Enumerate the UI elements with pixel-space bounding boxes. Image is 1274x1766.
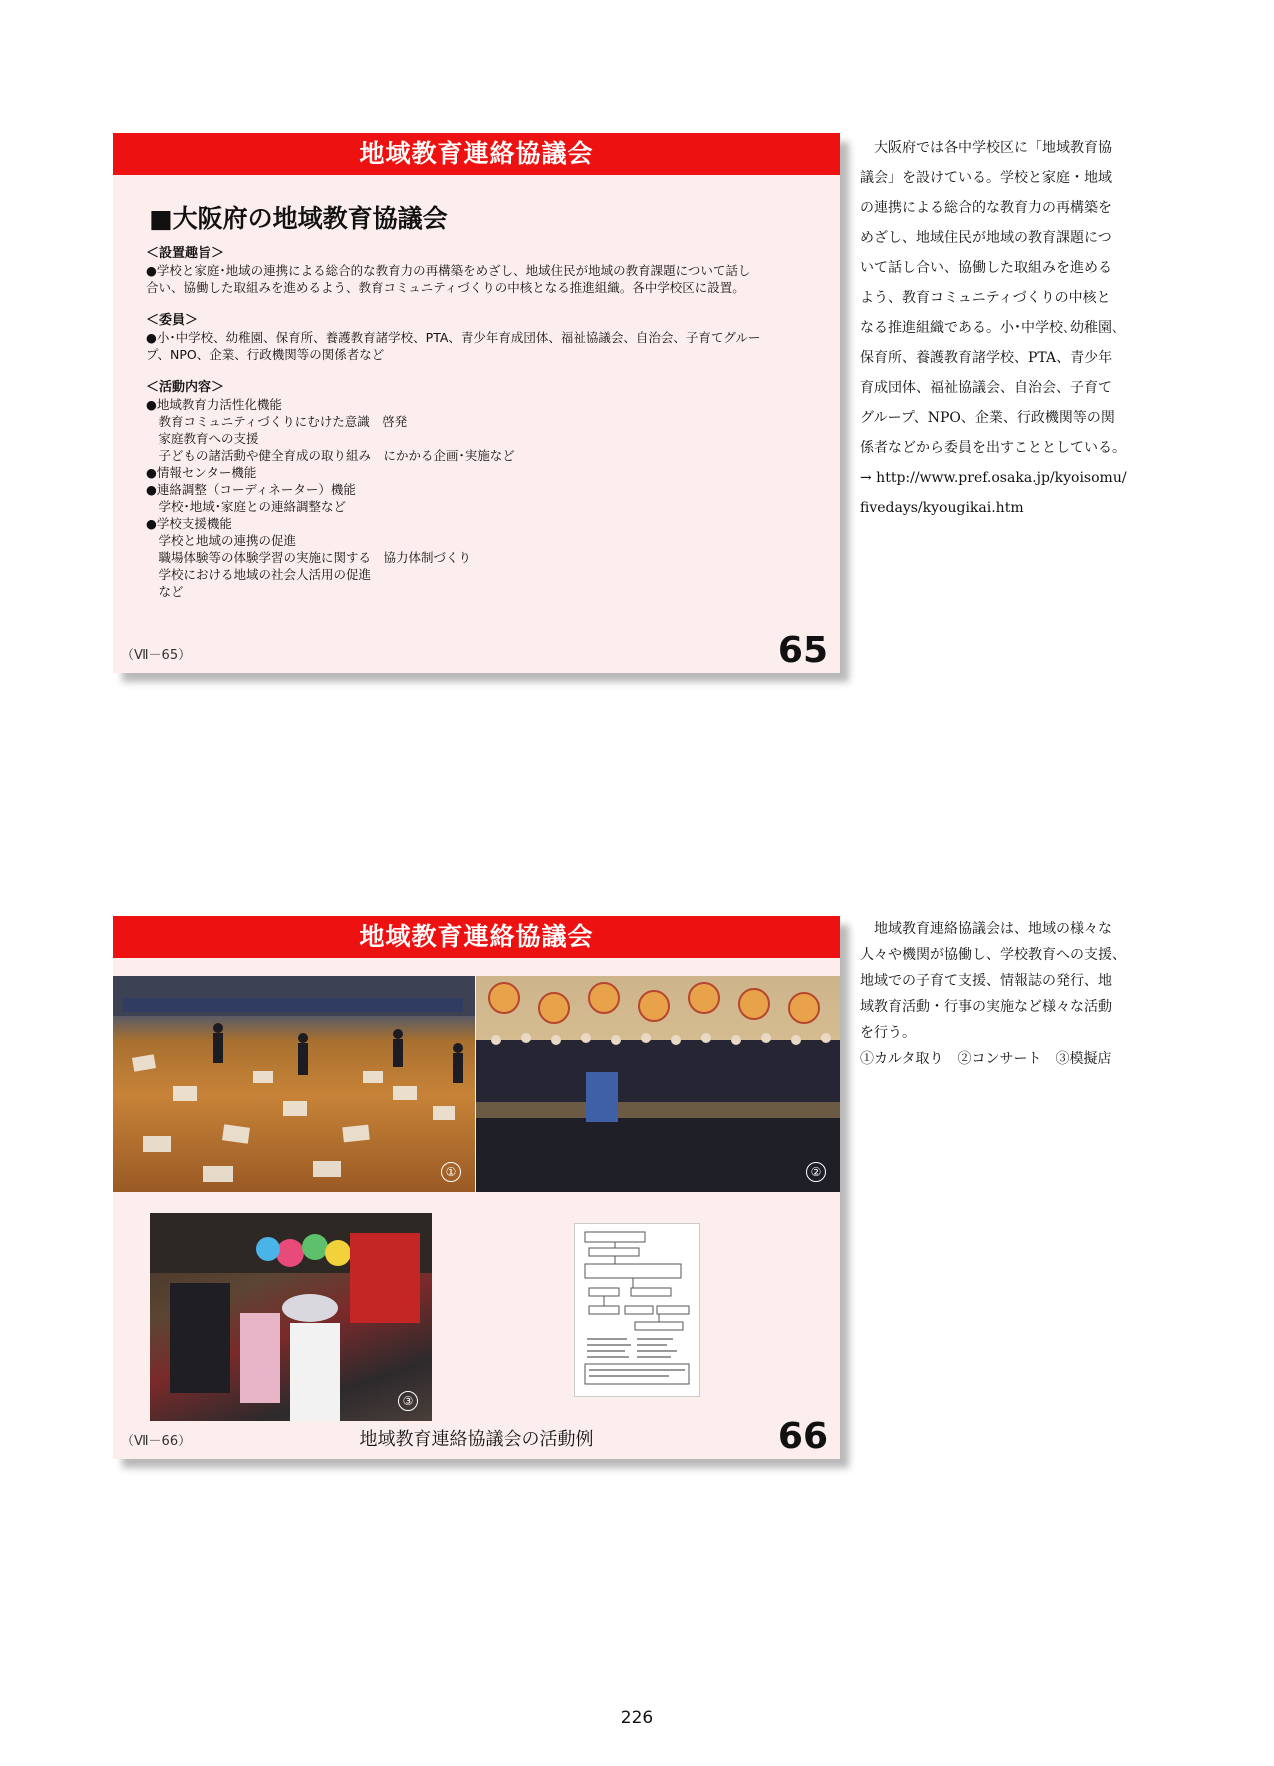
photo-number-2: ② bbox=[806, 1162, 826, 1182]
side-line: 保育所、養護教育諸学校、PTA、青少年 bbox=[860, 350, 1113, 366]
side-line: 議会」を設けている。学校と家庭・地域 bbox=[860, 170, 1112, 186]
concert-scene-image bbox=[476, 976, 840, 1192]
body-line: 学校と地域の連携の促進 bbox=[146, 533, 297, 548]
body-line: 学校･地域･家庭との連絡調整など bbox=[146, 499, 347, 514]
body-line: ●学校支援機能 bbox=[146, 516, 232, 531]
side-line: 育成団体、福祉協議会、自治会、子育て bbox=[860, 380, 1112, 396]
photo-number-1: ① bbox=[441, 1162, 461, 1182]
slide-66 bbox=[113, 916, 840, 1459]
side-line: 大阪府では各中学校区に「地域教育協 bbox=[860, 140, 1112, 156]
photo-number-3: ③ bbox=[398, 1391, 418, 1411]
photo-concert bbox=[476, 976, 840, 1192]
side-line: よう、教育コミュニティづくりの中核と bbox=[860, 290, 1111, 306]
body-line: 合い、協働した取組みを進めるよう、教育コミュニティづくりの中核となる推進組織。各中学校区に設置。 bbox=[146, 280, 745, 295]
slide-title: ■大阪府の地域教育協議会 bbox=[149, 204, 448, 233]
stall-scene-image bbox=[150, 1213, 432, 1421]
section-heading: ＜委員＞ bbox=[146, 313, 199, 328]
side-line: グループ、NPO、企業、行政機関等の関 bbox=[860, 410, 1115, 426]
body-line: ●地域教育力活性化機能 bbox=[146, 397, 282, 412]
body-line: 職場体験等の体験学習の実施に関する 協力体制づくり bbox=[146, 550, 472, 565]
page-number: 226 bbox=[620, 1708, 654, 1728]
section-heading: ＜活動内容＞ bbox=[146, 380, 225, 395]
section-heading: ＜設置趣旨＞ bbox=[146, 246, 225, 261]
org-chart-document-thumbnail bbox=[574, 1223, 700, 1397]
side-line: いて話し合い、協働した取組みを進める bbox=[860, 260, 1112, 276]
slide-header: 地域教育連絡協議会 bbox=[113, 133, 840, 175]
section-members bbox=[146, 312, 816, 363]
side-line: 地域教育連絡協議会は、地域の様々な bbox=[860, 921, 1112, 937]
side-line: なる推進組織である。小･中学校､幼稚園､ bbox=[860, 320, 1119, 336]
body-line: 子どもの諸活動や健全育成の取り組み にかかる企画･実施など bbox=[146, 448, 515, 463]
side-line: めざし、地域住民が地域の教育課題につ bbox=[860, 230, 1112, 246]
slide-header: 地域教育連絡協議会 bbox=[113, 916, 840, 958]
side-url-line: → http://www.pref.osaka.jp/kyoisomu/ bbox=[860, 470, 1127, 486]
side-url-line: fivedays/kyougikai.htm bbox=[860, 500, 1024, 516]
side-line: の連携による総合的な教育力の再構築を bbox=[860, 200, 1112, 216]
slide-65 bbox=[113, 133, 840, 673]
side-line: 人々や機関が協働し、学校教育への支援、 bbox=[860, 947, 1126, 963]
slide-reference: （Ⅶ－65） bbox=[121, 648, 192, 663]
side-line: 地域での子育て支援、情報誌の発行、地 bbox=[860, 973, 1112, 989]
photo-stall bbox=[150, 1213, 432, 1421]
org-chart-diagram bbox=[575, 1224, 699, 1396]
body-line: ●連絡調整（コーディネーター）機能 bbox=[146, 482, 356, 497]
slide-number: 65 bbox=[777, 630, 828, 671]
slide-caption: 地域教育連絡協議会の活動例 bbox=[359, 1429, 594, 1450]
body-line: プ、NPO、企業、行政機関等の関係者など bbox=[146, 347, 385, 362]
section-activities bbox=[146, 379, 816, 600]
slide-body bbox=[146, 245, 816, 616]
body-line: 学校における地域の社会人活用の促進 bbox=[146, 567, 372, 582]
body-line: ●小･中学校、幼稚園、保育所、養護教育諸学校、PTA、青少年育成団体、福祉協議会、自治会、子育てグルー bbox=[146, 330, 761, 345]
side-line: 域教育活動・行事の実施など様々な活動 bbox=[860, 999, 1112, 1015]
body-line: 家庭教育への支援 bbox=[146, 431, 259, 446]
body-line: ●情報センター機能 bbox=[146, 465, 257, 480]
side-line: 係者などから委員を出すこととしている。 bbox=[860, 440, 1126, 456]
body-line: 教育コミュニティづくりにむけた意識 啓発 bbox=[146, 414, 408, 429]
body-line: ●学校と家庭･地域の連携による総合的な教育力の再構築をめざし、地域住民が地域の教育課題について話し bbox=[146, 263, 751, 278]
photo-karuta bbox=[113, 976, 475, 1192]
slide-number: 66 bbox=[777, 1416, 828, 1457]
slide-reference: （Ⅶ－66） bbox=[121, 1434, 192, 1449]
side-photo-legend: ①カルタ取り ②コンサート ③模擬店 bbox=[860, 1051, 1112, 1067]
side-line: を行う。 bbox=[860, 1025, 916, 1041]
karuta-scene-image bbox=[113, 976, 475, 1192]
body-line: など bbox=[146, 584, 184, 599]
side-note-66 bbox=[860, 916, 1144, 1072]
side-note-65 bbox=[860, 133, 1144, 523]
section-purpose bbox=[146, 245, 816, 296]
